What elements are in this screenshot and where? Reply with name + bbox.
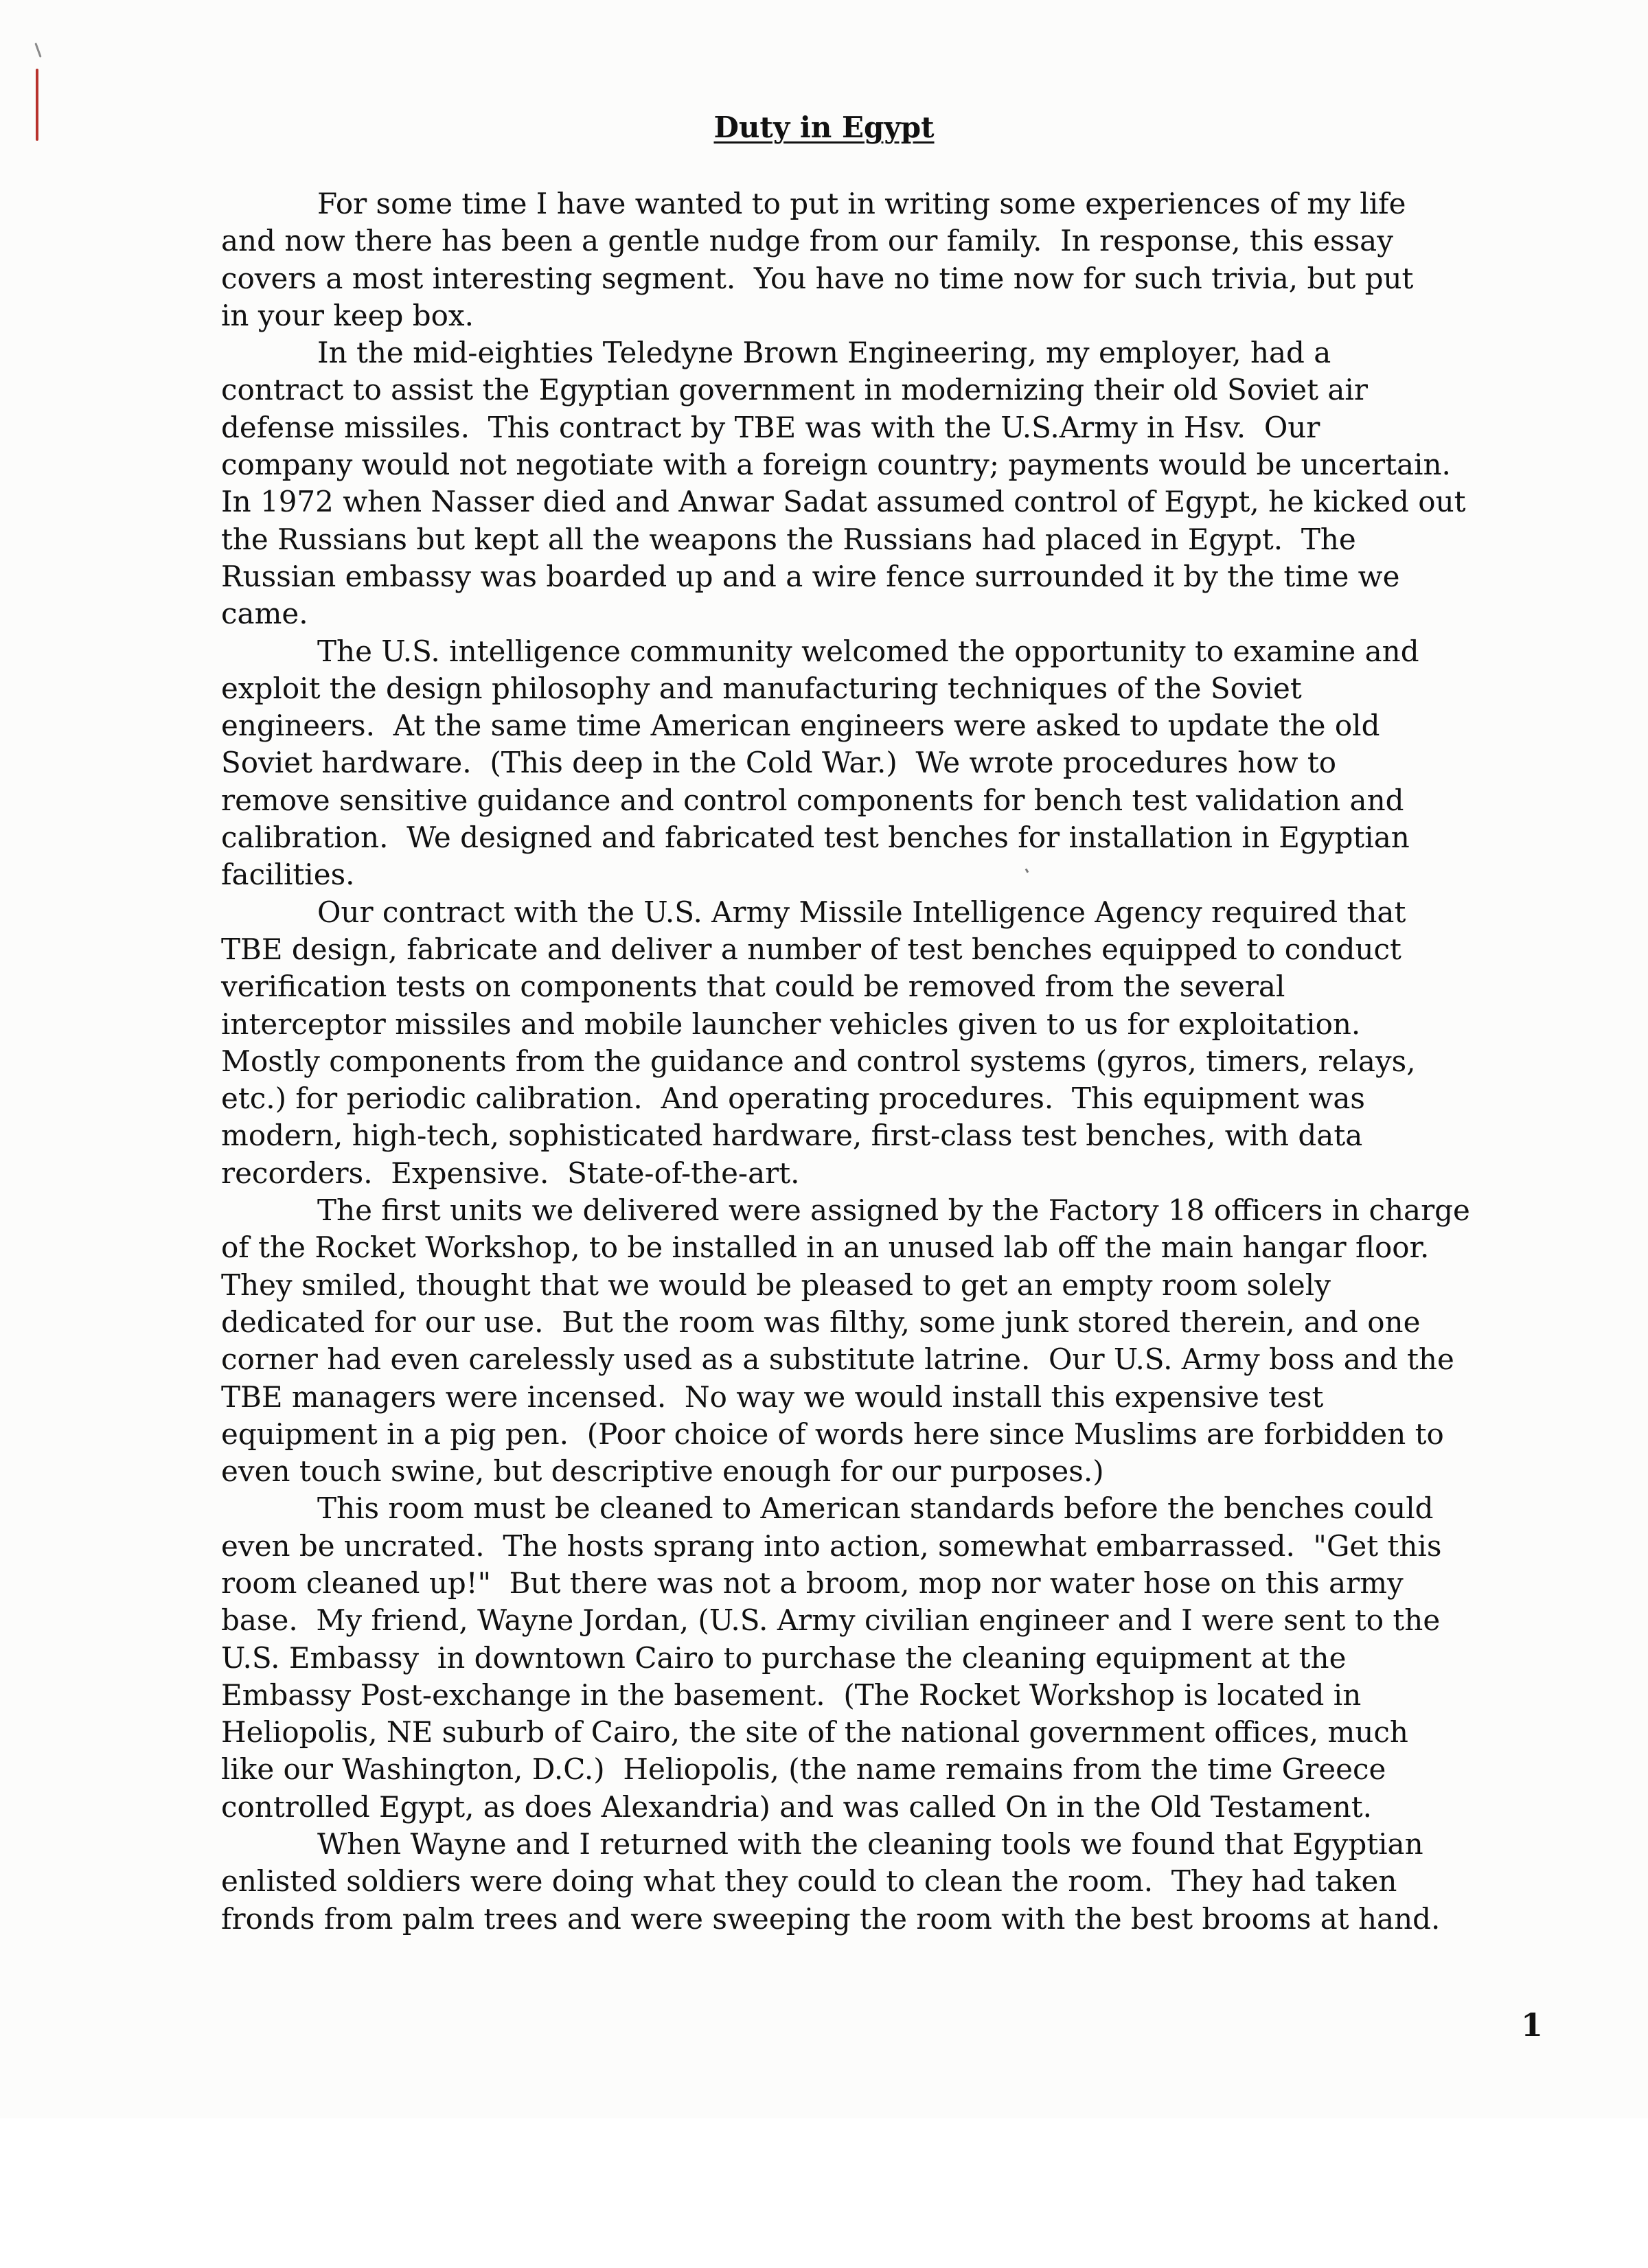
paragraph [221, 185, 1505, 334]
text-line: controlled Egypt, as does Alexandria) and was called On in the Old Testament. [221, 1789, 1372, 1824]
text-line: Embassy Post-exchange in the basement. (The Rocket Workshop is located in [221, 1677, 1362, 1712]
page-title: Duty in Egypt [713, 111, 935, 144]
paragraph [221, 334, 1505, 632]
text-line: For some time I have wanted to put in writing some experiences of my life [317, 187, 1406, 220]
text-line: came. [221, 597, 308, 631]
text-line: room cleaned up!" But there was not a broom, mop nor water hose on this army [221, 1566, 1404, 1600]
text-line: equipment in a pig pen. (Poor choice of words here since Muslims are forbidden to [221, 1417, 1444, 1451]
essay-body [221, 185, 1505, 1938]
text-line: calibration. We designed and fabricated test benches for installation in Egyptian [221, 821, 1410, 855]
text-line: base. My friend, Wayne Jordan, (U.S. Army civilian engineer and I were sent to the [221, 1603, 1441, 1638]
text-line: enlisted soldiers were doing what they could to clean the room. They had taken [221, 1864, 1397, 1899]
text-line: In 1972 when Nasser died and Anwar Sadat assumed control of Egypt, he kicked out [221, 485, 1466, 519]
text-line: When Wayne and I returned with the cleaning tools we found that Egyptian [317, 1827, 1423, 1862]
text-line: The first units we delivered were assigned by the Factory 18 officers in charge [317, 1193, 1470, 1228]
text-line: etc.) for periodic calibration. And operating procedures. This equipment was [221, 1081, 1365, 1116]
page-number: 1 [1521, 2006, 1544, 2043]
text-line: TBE design, fabricate and deliver a number of test benches equipped to conduct [221, 932, 1401, 966]
text-line: even be uncrated. The hosts sprang into action, somewhat embarrassed. "Get this [221, 1528, 1442, 1563]
text-line: remove sensitive guidance and control components for bench test validation and [221, 783, 1404, 817]
text-line: in your keep box. [221, 298, 474, 332]
text-line: covers a most interesting segment. You have no time now for such trivia, but put [221, 261, 1414, 295]
text-line: recorders. Expensive. State-of-the-art. [221, 1156, 800, 1190]
text-line: fronds from palm trees and were sweeping the room with the best brooms at hand. [221, 1901, 1441, 1936]
paragraph [221, 1192, 1505, 1490]
text-line: of the Rocket Workshop, to be installed in an unused lab off the main hangar floor. [221, 1230, 1430, 1265]
text-line: verification tests on components that could be removed from the several [221, 970, 1285, 1004]
text-line: TBE managers were incensed. No way we would install this expensive test [221, 1379, 1324, 1414]
text-line: exploit the design philosophy and manufacturing techniques of the Soviet [221, 671, 1302, 705]
paragraph [221, 633, 1505, 894]
text-line: Heliopolis, NE suburb of Cairo, the site of the national government offices, much [221, 1715, 1408, 1750]
text-line: dedicated for our use. But the room was filthy, some junk stored therein, and one [221, 1305, 1421, 1339]
text-line: company would not negotiate with a foreign country; payments would be uncertain. [221, 448, 1451, 482]
text-line: U.S. Embassy in downtown Cairo to purchase the cleaning equipment at the [221, 1640, 1347, 1675]
text-line: The U.S. intelligence community welcomed the opportunity to examine and [317, 634, 1419, 668]
text-line: modern, high-tech, sophisticated hardware, first-class test benches, with data [221, 1119, 1363, 1153]
text-line: facilities. [221, 858, 355, 892]
text-line: interceptor missiles and mobile launcher vehicles given to us for exploitation. [221, 1007, 1361, 1041]
margin-pencil-tick [34, 43, 41, 58]
scan-bottom-margin [0, 2118, 1648, 2268]
text-line: defense missiles. This contract by TBE was with the U.S.Army in Hsv. Our [221, 410, 1320, 444]
text-line: Soviet hardware. (This deep in the Cold War.) We wrote procedures how to [221, 746, 1337, 780]
text-line: In the mid-eighties Teledyne Brown Engineering, my employer, had a [317, 336, 1331, 370]
text-line: contract to assist the Egyptian government in modernizing their old Soviet air [221, 373, 1368, 407]
paragraph [221, 1490, 1505, 1826]
text-line: even touch swine, but descriptive enough for our purposes.) [221, 1454, 1104, 1489]
text-line: engineers. At the same time American engineers were asked to update the old [221, 709, 1380, 743]
text-line: Russian embassy was boarded up and a wire fence surrounded it by the time we [221, 559, 1400, 593]
text-line: like our Washington, D.C.) Heliopolis, (the name remains from the time Greece [221, 1752, 1386, 1787]
paragraph [221, 894, 1505, 1192]
text-line: the Russians but kept all the weapons the Russians had placed in Egypt. The [221, 522, 1356, 556]
text-line: Mostly components from the guidance and control systems (gyros, timers, relays, [221, 1044, 1416, 1078]
text-line: corner had even carelessly used as a substitute latrine. Our U.S. Army boss and the [221, 1342, 1454, 1377]
text-line: Our contract with the U.S. Army Missile Intelligence Agency required that [317, 895, 1406, 929]
paragraph [221, 1826, 1505, 1938]
text-line: This room must be cleaned to American standards before the benches could [317, 1491, 1434, 1526]
text-line: They smiled, thought that we would be pleased to get an empty room solely [221, 1268, 1331, 1302]
text-line: and now there has been a gentle nudge from our family. In response, this essay [221, 224, 1393, 258]
